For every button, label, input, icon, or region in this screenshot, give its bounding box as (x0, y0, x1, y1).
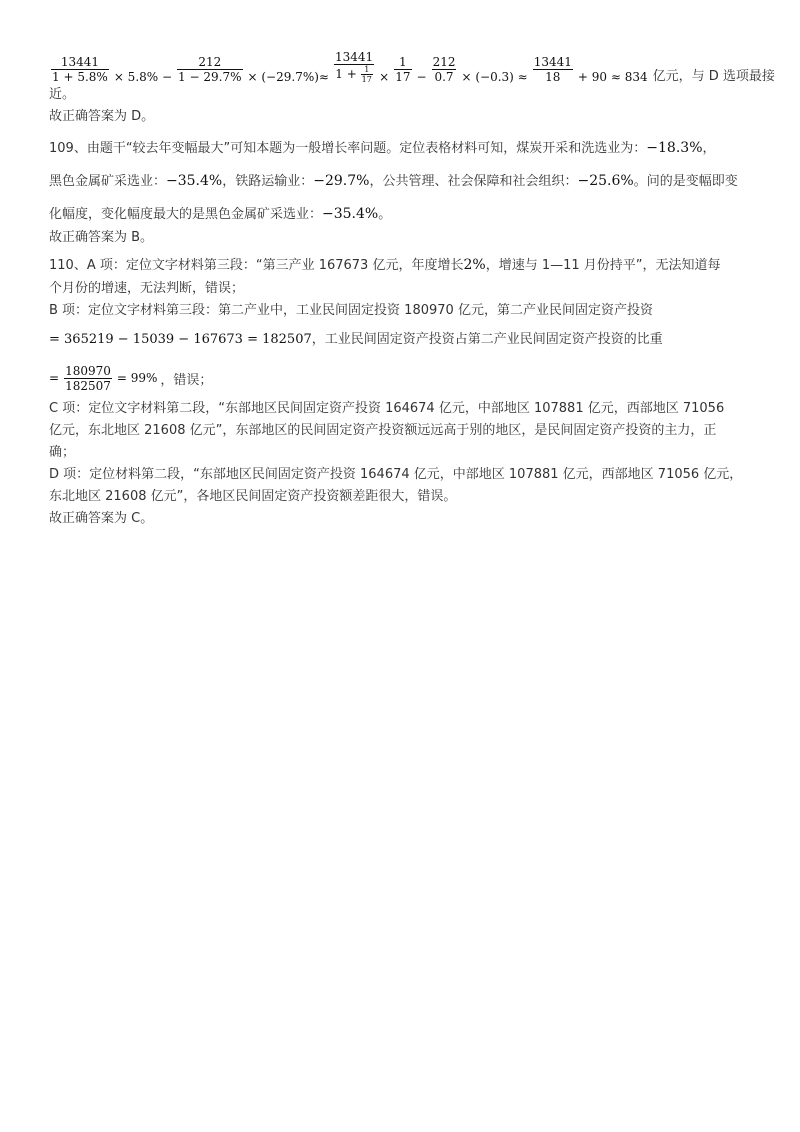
math-operator: = (49, 371, 60, 385)
formula-line-108 (49, 40, 775, 84)
math-operator: = 99% (116, 371, 158, 385)
fraction: 13441 1 + $\frac{1}{17}$ (334, 50, 374, 84)
fraction: $\frac{13441}{18}$ (533, 55, 572, 84)
small-fraction: $\frac{1}{17}$ (361, 65, 372, 84)
paragraph-110-c-line1: C 项：定位文字材料第二段，“东部地区民间固定资产投资 164674 亿元，中部地区 107881 亿元，西部地区 71056 (49, 401, 725, 416)
document-body (49, 40, 775, 530)
fraction: $\frac{212}{1 - 29.7\%}$ (178, 55, 242, 84)
text: 亿元，与 D 选项最接 (652, 69, 775, 84)
math-value: −29.7% (313, 173, 370, 189)
paragraph-110-b-line3: = $\frac{180970}{182507}$ = 99% ，错误； (49, 363, 213, 393)
math-value: −35.4% (322, 206, 379, 222)
math-value: −18.3% (646, 140, 703, 156)
paragraph-109-line2: 黑色金属矿采选业：−35.4%，铁路运输业：−29.7%，公共管理、社会保障和社会组织：−25.6%。问的是变幅即变 (49, 173, 738, 189)
math-operator: × (−0.3) ≈ (461, 70, 528, 84)
math-operator: + 90 ≈ 834 (577, 70, 648, 84)
math-operator: × (379, 70, 390, 84)
answer-109: 故正确答案为 B。 (49, 230, 154, 245)
fraction: $\frac{180970}{182507}$ (65, 363, 111, 393)
math-value: −35.4% (166, 173, 223, 189)
paragraph-109-line1: 109、由题干“较去年变幅最大”可知本题为一般增长率问题。定位表格材料可知，煤炭开采和洗选业为：−18.3%， (49, 140, 716, 156)
paragraph-110-d-line1: D 项：定位材料第二段，“东部地区民间固定资产投资 164674 亿元，中部地区 107881 亿元，西部地区 71056 亿元， (49, 467, 743, 482)
math-operator: × (−29.7%)≈ (247, 70, 329, 84)
math-operator: − (416, 70, 427, 84)
text-line: 近。 (49, 87, 76, 102)
paragraph-110-b-line1: B 项：定位文字材料第三段：第二产业中，工业民间固定投资 180970 亿元，第二产业民间固定资产投资 (49, 303, 653, 318)
paragraph-110-a-line2: 个月份的增速，无法判断，错误； (49, 281, 245, 296)
paragraph-110-b-line2: = 365219 − 15039 − 167673 = 182507，工业民间固定资产投资占第二产业民间固定资产投资的比重 (49, 332, 663, 347)
answer-108: 故正确答案为 D。 (49, 109, 155, 124)
paragraph-110-c-line2: 亿元，东北地区 21608 亿元”，东部地区的民间固定资产投资额远远高于别的地区，是民间固定资产投资的主力，正 (49, 423, 717, 438)
paragraph-110-a-line1: 110、A 项：定位文字材料第三段：“第三产业 167673 亿元，年度增长2%，增速与 1—11 月份持平”，无法知道每 (49, 257, 721, 273)
fraction: $\frac{212}{0.7}$ (432, 55, 456, 84)
paragraph-110-d-line2: 东北地区 21608 亿元”，各地区民间固定资产投资额差距很大，错误。 (49, 489, 457, 504)
math-equation: = 365219 − 15039 − 167673 = 182507 (49, 332, 312, 347)
answer-110: 故正确答案为 C。 (49, 511, 154, 526)
fraction: $\frac{13441}{1 + 5.8\%}$ (52, 55, 108, 84)
paragraph-109-line3: 化幅度，变化幅度最大的是黑色金属矿采选业：−35.4%。 (49, 206, 392, 222)
math-value: 2% (463, 257, 486, 273)
paragraph-110-c-line3: 确； (49, 445, 76, 460)
math-value: −25.6% (577, 173, 634, 189)
math-operator: × 5.8% − (113, 70, 173, 84)
fraction: $\frac{1}{17}$ (395, 55, 411, 84)
